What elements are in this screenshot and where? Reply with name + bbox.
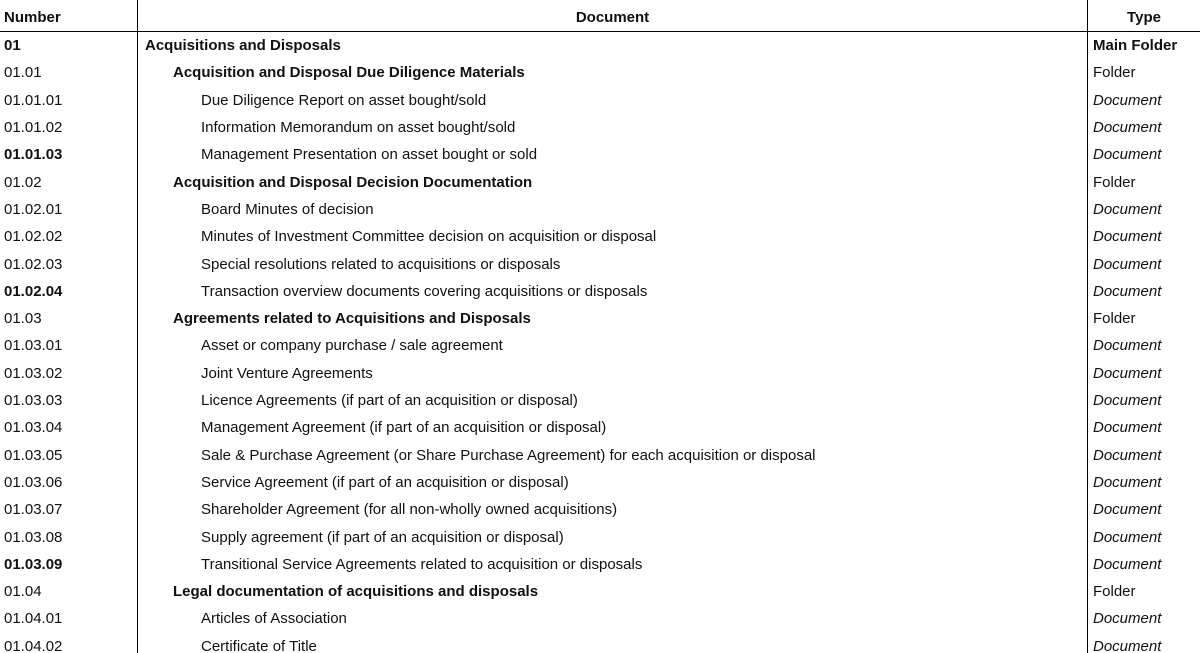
row-type: Document	[1093, 610, 1162, 628]
row-document: Management Presentation on asset bought or sold	[201, 146, 538, 164]
row-type: Document	[1093, 364, 1162, 382]
table-row-document[interactable]	[0, 114, 1200, 141]
table-row-folder[interactable]	[0, 305, 1200, 332]
row-number: 01.03.03	[4, 392, 63, 410]
row-document: Acquisition and Disposal Decision Documentation	[173, 173, 533, 191]
table-row-document[interactable]	[0, 87, 1200, 114]
table-row-document[interactable]	[0, 278, 1200, 305]
row-type: Document	[1093, 200, 1162, 218]
row-number: 01.03.02	[4, 364, 63, 382]
header-document: Document	[575, 9, 650, 27]
header-row	[0, 4, 1200, 31]
row-document: Acquisition and Disposal Due Diligence Materials	[173, 64, 525, 82]
row-document: Board Minutes of decision	[201, 200, 374, 218]
row-type: Document	[1093, 637, 1162, 653]
table-row-folder[interactable]	[0, 578, 1200, 605]
table-row-folder[interactable]	[0, 59, 1200, 86]
row-number: 01.01.03	[4, 146, 63, 164]
row-type: Document	[1093, 392, 1162, 410]
row-number: 01.03	[4, 310, 42, 328]
table-row-main-folder[interactable]	[0, 32, 1200, 59]
row-type: Folder	[1093, 583, 1136, 601]
row-type: Document	[1093, 446, 1162, 464]
row-document: Shareholder Agreement (for all non-wholly owned acquisitions)	[201, 501, 618, 519]
row-type: Document	[1093, 501, 1162, 519]
table-row-document[interactable]	[0, 250, 1200, 277]
row-document: Asset or company purchase / sale agreement	[201, 337, 503, 355]
row-type: Document	[1093, 146, 1162, 164]
row-document: Service Agreement (if part of an acquisition or disposal)	[201, 473, 569, 491]
row-type: Folder	[1093, 173, 1136, 191]
row-document: Joint Venture Agreements	[201, 364, 373, 382]
row-document: Acquisitions and Disposals	[145, 37, 341, 55]
row-document: Management Agreement (if part of an acquisition or disposal)	[201, 419, 607, 437]
table-row-document[interactable]	[0, 442, 1200, 469]
row-number: 01	[4, 37, 21, 55]
row-type: Document	[1093, 282, 1162, 300]
row-number: 01.04.02	[4, 637, 63, 653]
row-number: 01.01	[4, 64, 42, 82]
row-document: Licence Agreements (if part of an acquisition or disposal)	[201, 392, 578, 410]
table-row-document[interactable]	[0, 360, 1200, 387]
row-number: 01.02	[4, 173, 42, 191]
table-row-folder[interactable]	[0, 169, 1200, 196]
table-row-document[interactable]	[0, 196, 1200, 223]
row-number: 01.03.07	[4, 501, 63, 519]
row-type: Document	[1093, 119, 1162, 137]
row-type: Document	[1093, 255, 1162, 273]
header-number: Number	[4, 9, 61, 27]
row-document: Agreements related to Acquisitions and Disposals	[173, 310, 531, 328]
row-number: 01.02.04	[4, 282, 63, 300]
row-number: 01.03.08	[4, 528, 63, 546]
row-number: 01.03.01	[4, 337, 63, 355]
table-row-document[interactable]	[0, 605, 1200, 632]
table-row-document[interactable]	[0, 551, 1200, 578]
row-type: Document	[1093, 528, 1162, 546]
row-document: Minutes of Investment Committee decision on acquisition or disposal	[201, 228, 657, 246]
row-number: 01.03.06	[4, 473, 63, 491]
row-document: Information Memorandum on asset bought/sold	[201, 119, 516, 137]
row-type: Document	[1093, 91, 1162, 109]
table-row-document[interactable]	[0, 633, 1200, 653]
row-number: 01.04	[4, 583, 42, 601]
table-row-document[interactable]	[0, 332, 1200, 359]
row-number: 01.03.05	[4, 446, 63, 464]
row-document: Sale & Purchase Agreement (or Share Purchase Agreement) for each acquisition or disposal	[201, 446, 816, 464]
row-number: 01.01.02	[4, 119, 63, 137]
row-number: 01.02.03	[4, 255, 63, 273]
header-type: Type	[1127, 9, 1161, 27]
row-type: Folder	[1093, 310, 1136, 328]
table-row-document[interactable]	[0, 523, 1200, 550]
row-document: Supply agreement (if part of an acquisition or disposal)	[201, 528, 564, 546]
table-row-document[interactable]	[0, 469, 1200, 496]
row-type: Main Folder	[1093, 37, 1178, 55]
row-type: Document	[1093, 555, 1162, 573]
table-row-document[interactable]	[0, 223, 1200, 250]
row-number: 01.01.01	[4, 91, 63, 109]
row-document: Transitional Service Agreements related to acquisition or disposals	[201, 555, 643, 573]
row-document: Special resolutions related to acquisitions or disposals	[201, 255, 561, 273]
row-number: 01.04.01	[4, 610, 63, 628]
row-number: 01.03.04	[4, 419, 63, 437]
row-type: Document	[1093, 419, 1162, 437]
row-number: 01.02.01	[4, 200, 63, 218]
row-document: Certificate of Title	[201, 637, 317, 653]
row-type: Document	[1093, 337, 1162, 355]
row-number: 01.03.09	[4, 555, 63, 573]
row-document: Due Diligence Report on asset bought/sold	[201, 91, 487, 109]
row-document: Transaction overview documents covering acquisitions or disposals	[201, 282, 648, 300]
row-type: Folder	[1093, 64, 1136, 82]
row-type: Document	[1093, 473, 1162, 491]
row-document: Articles of Association	[201, 610, 347, 628]
table-row-document[interactable]	[0, 141, 1200, 168]
table-row-document[interactable]	[0, 387, 1200, 414]
table-row-document[interactable]	[0, 414, 1200, 441]
row-type: Document	[1093, 228, 1162, 246]
row-document: Legal documentation of acquisitions and disposals	[173, 583, 539, 601]
row-number: 01.02.02	[4, 228, 63, 246]
table-row-document[interactable]	[0, 496, 1200, 523]
